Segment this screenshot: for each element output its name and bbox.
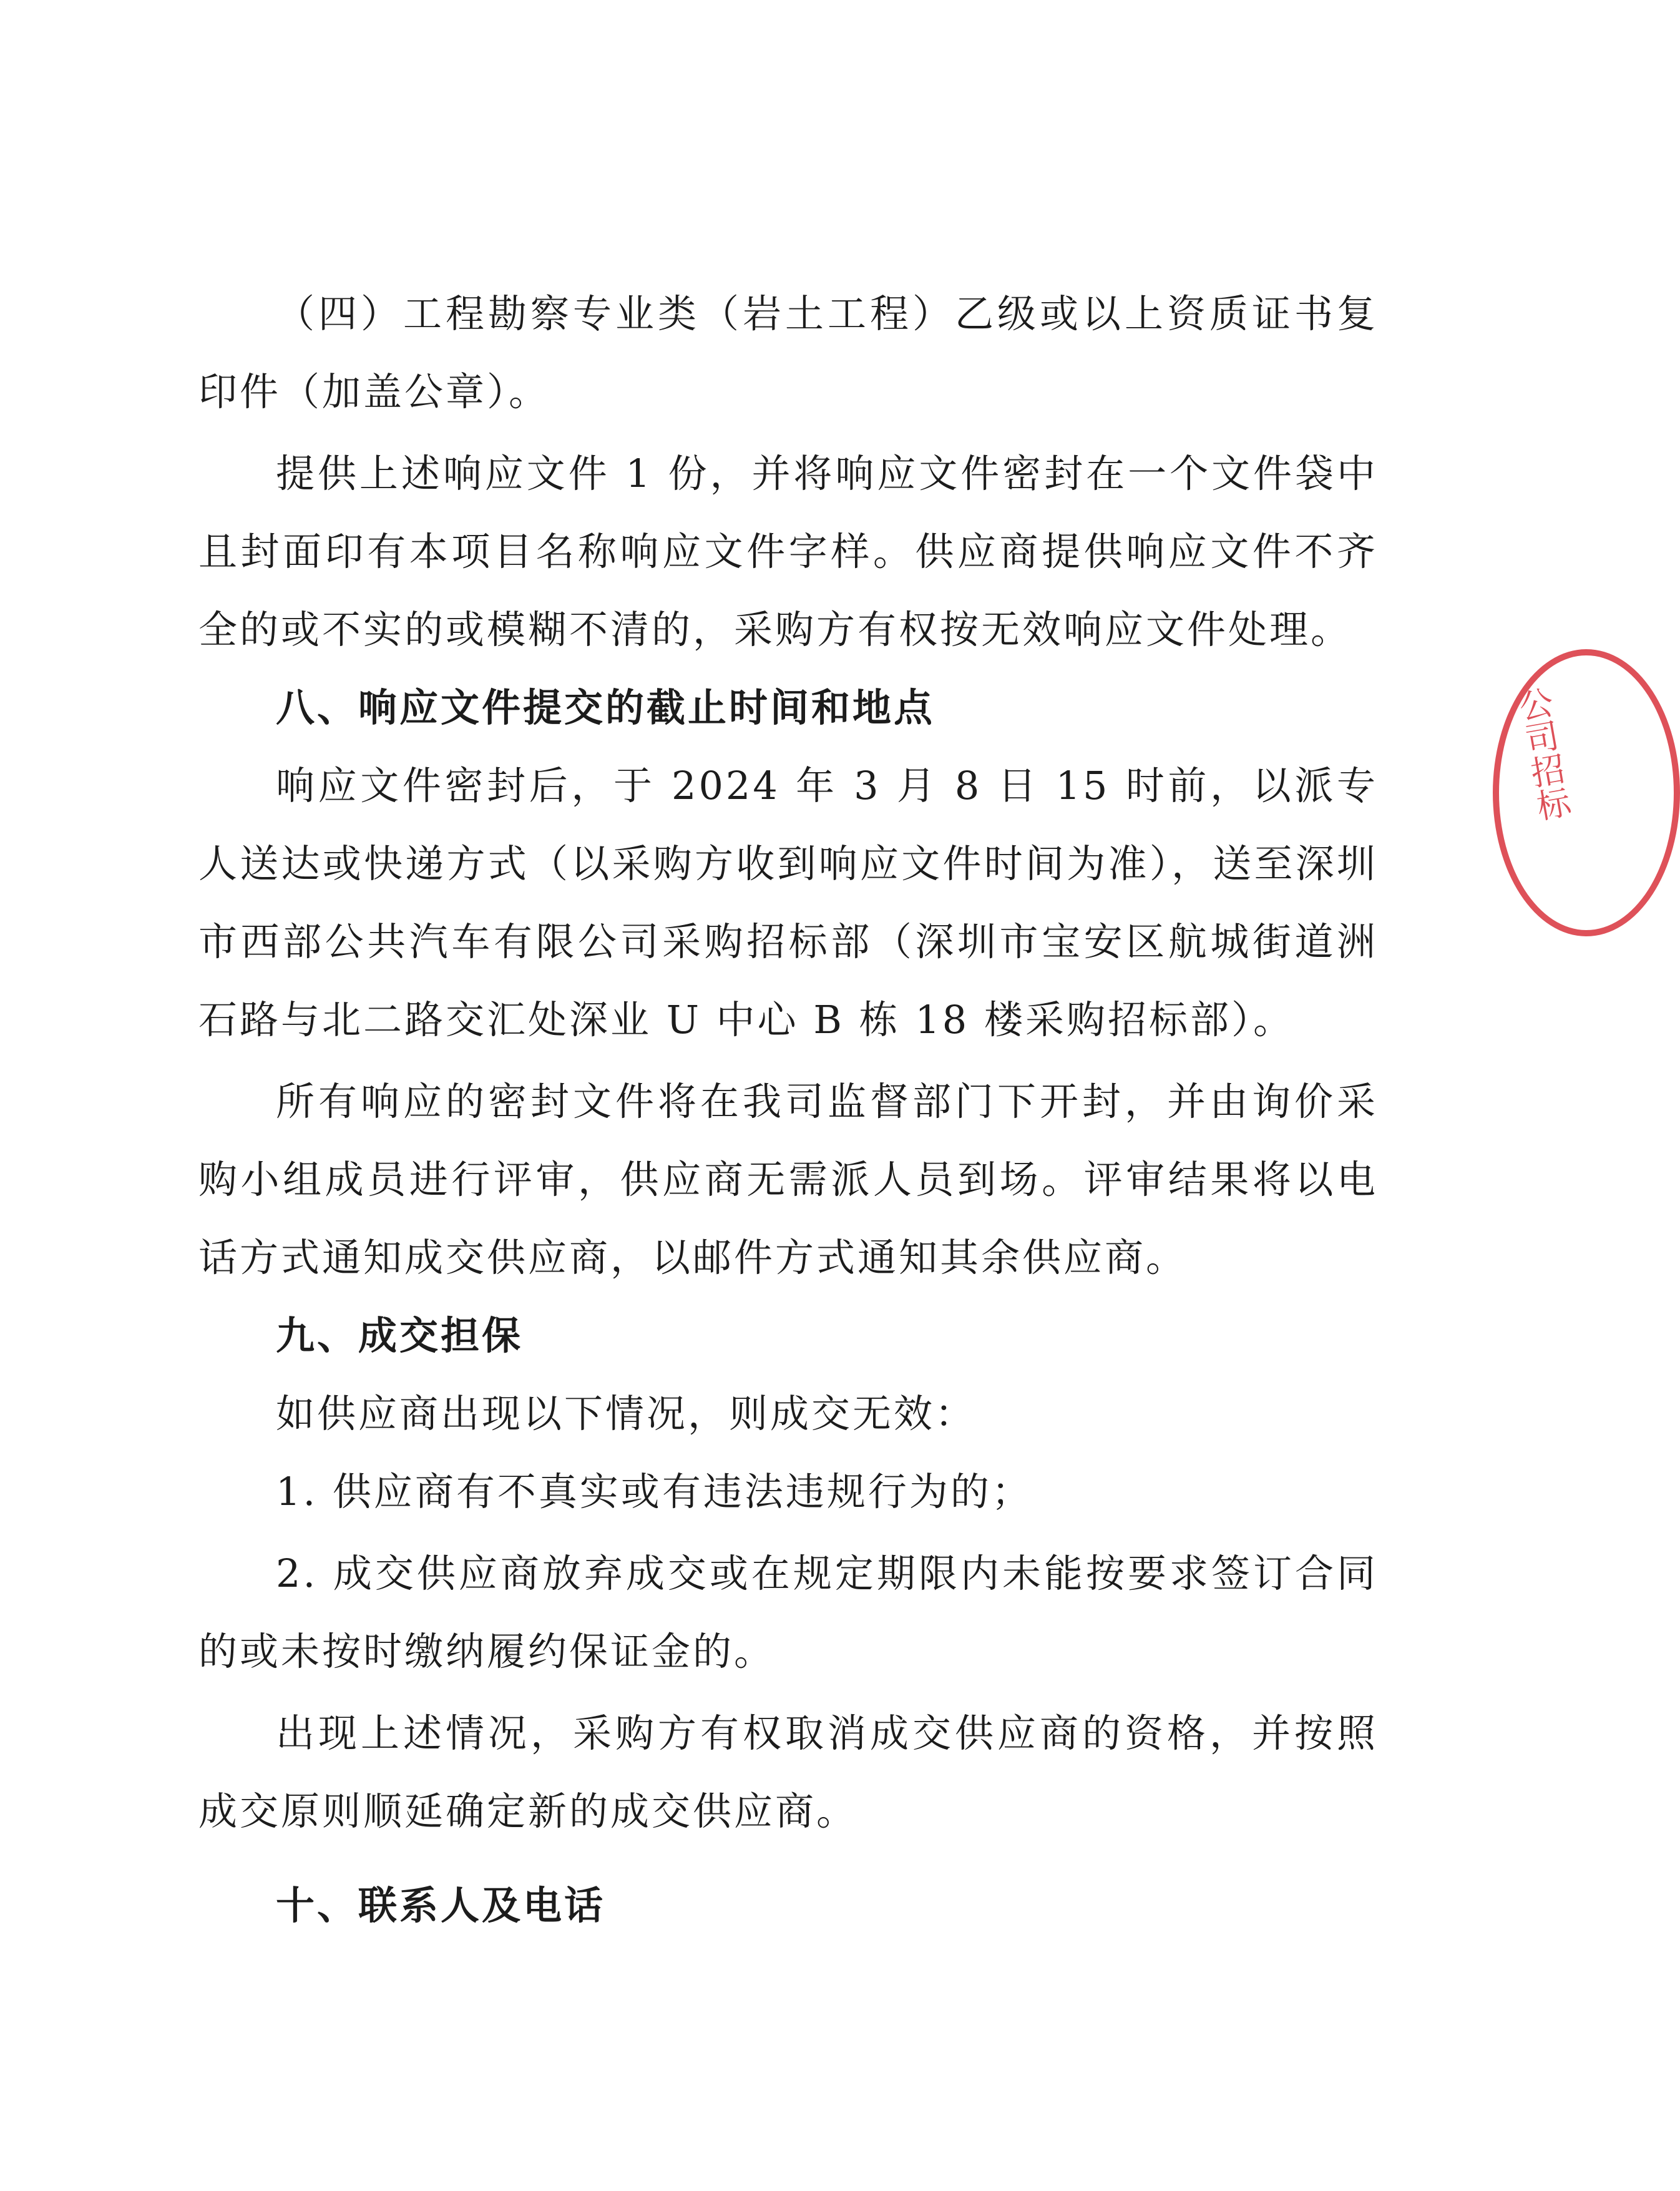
- paragraph-opening-review: 所有响应的密封文件将在我司监督部门下开封，并由询价采购小组成员进行评审，供应商无需派人员到场。评审结果将以电话方式通知成交供应商，以邮件方式通知其余供应商。: [198, 1079, 1378, 1280]
- section-heading-contact: 十、联系人及电话: [276, 1883, 606, 1928]
- section-heading-transaction-guarantee: 九、成交担保: [276, 1313, 524, 1358]
- paragraph-submission-details: 响应文件密封后，于 2024 年 3 月 8 日 15 时前，以派专人送达或快递方式（以采购方收到响应文件时间为准），送至深圳市西部公共汽车有限公司采购招标部（深圳市宝安区航城街道洲石路与北二路交汇处深业 U 中心 B 栋 18 楼采购招标部）。: [198, 763, 1378, 1042]
- list-item-condition-1: 1. 供应商有不真实或有违法违规行为的；: [276, 1469, 1033, 1514]
- document-body: [198, 275, 1378, 1944]
- spacer: [198, 1850, 1378, 1866]
- paragraph-invalid-conditions-intro: 如供应商出现以下情况，则成交无效：: [276, 1391, 977, 1436]
- section-heading-deadline-location: 八、响应文件提交的截止时间和地点: [276, 685, 935, 730]
- company-seal-text: 公司招标: [1511, 684, 1574, 824]
- paragraph-qualification-certificate: （四）工程勘察专业类（岩土工程）乙级或以上资质证书复印件（加盖公章）。: [198, 291, 1378, 414]
- list-item-condition-2: 2. 成交供应商放弃成交或在规定期限内未能按要求签订合同的或未按时缴纳履约保证金的。: [198, 1551, 1378, 1674]
- paragraph-response-file-requirements: 提供上述响应文件 1 份，并将响应文件密封在一个文件袋中且封面印有本项目名称响应文件字样。供应商提供响应文件不齐全的或不实的或模糊不清的，采购方有权按无效响应文件处理。: [198, 451, 1378, 652]
- paragraph-cancellation: 出现上述情况，采购方有权取消成交供应商的资格，并按照成交原则顺延确定新的成交供应商。: [198, 1710, 1378, 1834]
